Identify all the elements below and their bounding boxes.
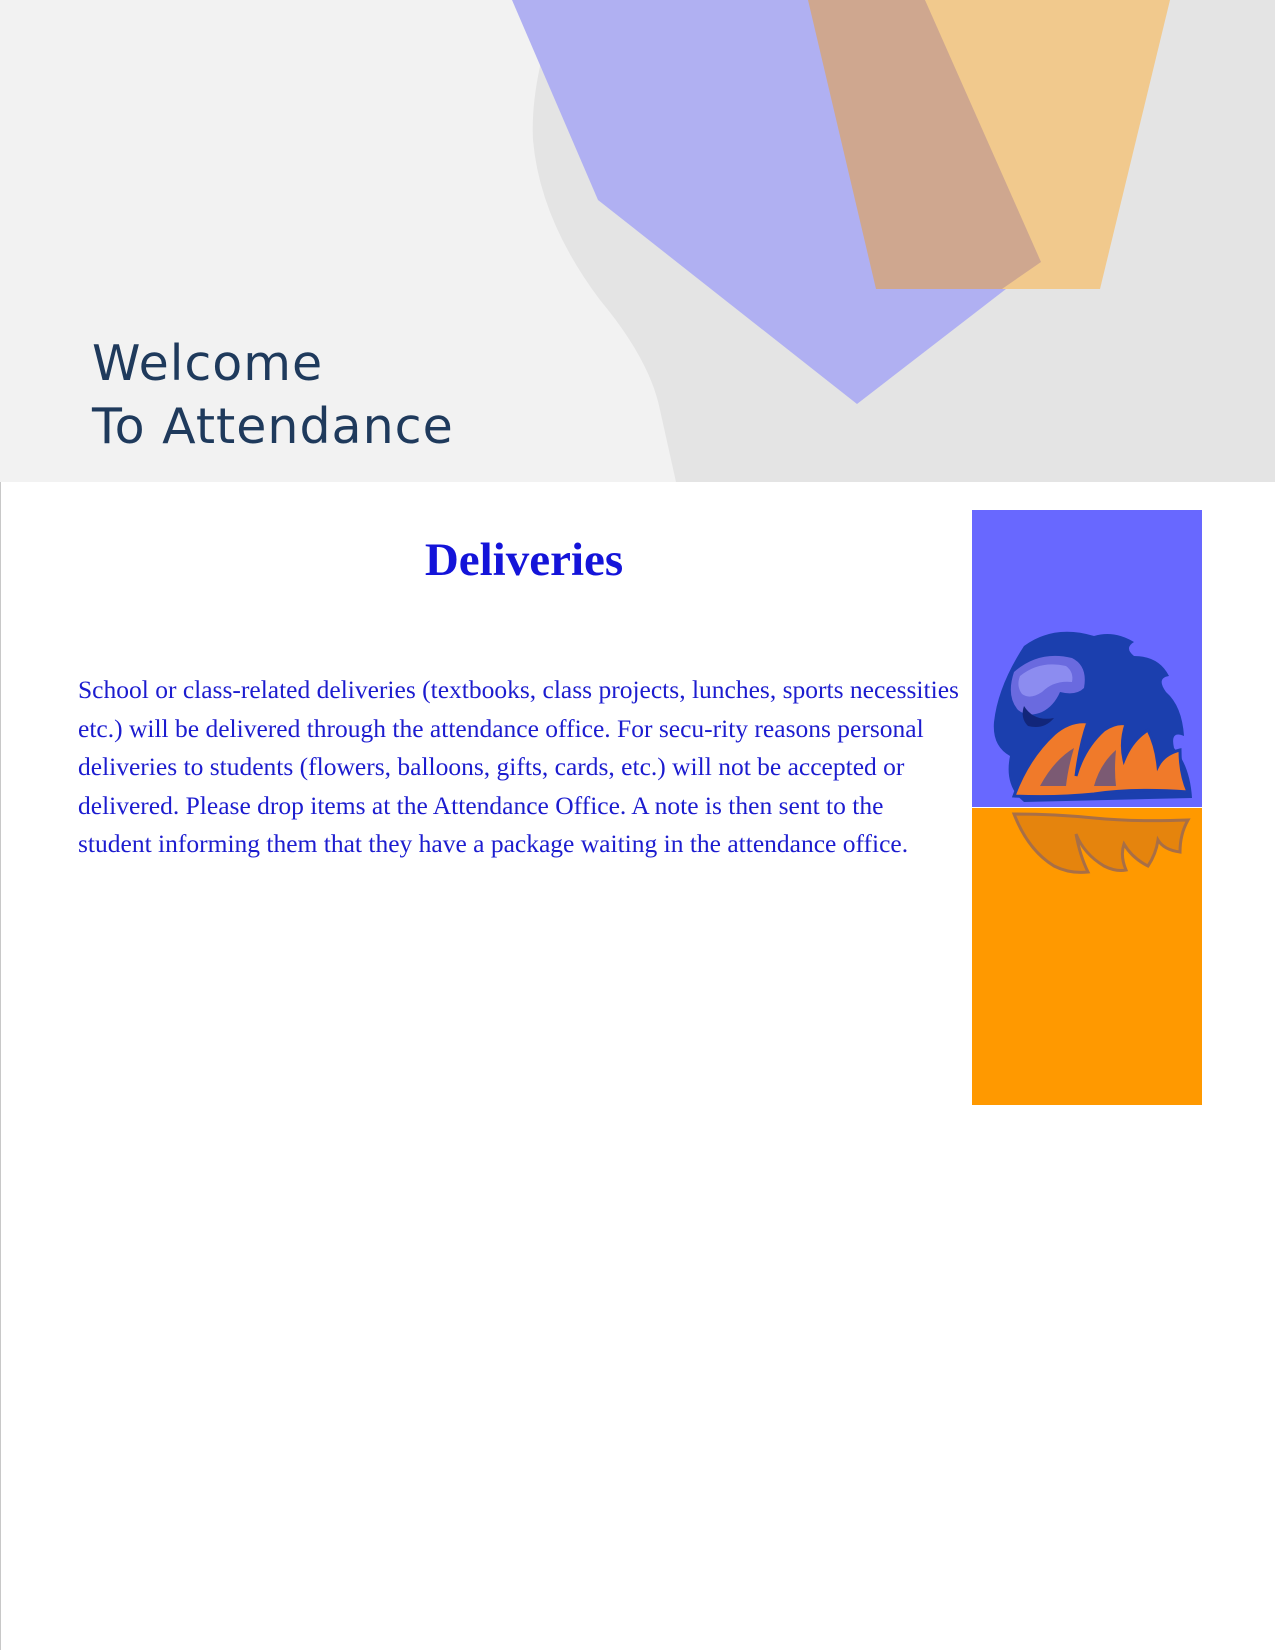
header-banner	[0, 0, 1275, 482]
page-title	[92, 332, 454, 458]
page-title-line-2: To Attendance	[92, 398, 454, 455]
lion-reflection-icon	[984, 810, 1194, 880]
lion-reflection-shape	[1014, 814, 1188, 872]
page-title-line-1: Welcome	[92, 335, 324, 392]
lion-mascot-icon	[984, 626, 1194, 806]
section-body-text: School or class-related deliveries (textbooks, class projects, lunches, sports necessities etc.) will be delivered through the attendance office. For secu-rity reasons personal deliveries to students (flowers, balloons, gifts, cards, etc.) will not be accepted or delivered. Please drop items at the Attendance Office. A note is then sent to the student informing them that they have a package waiting in the attendance office.	[78, 675, 959, 859]
side-color-panel	[972, 510, 1202, 1105]
section-heading: Deliveries	[424, 534, 624, 586]
